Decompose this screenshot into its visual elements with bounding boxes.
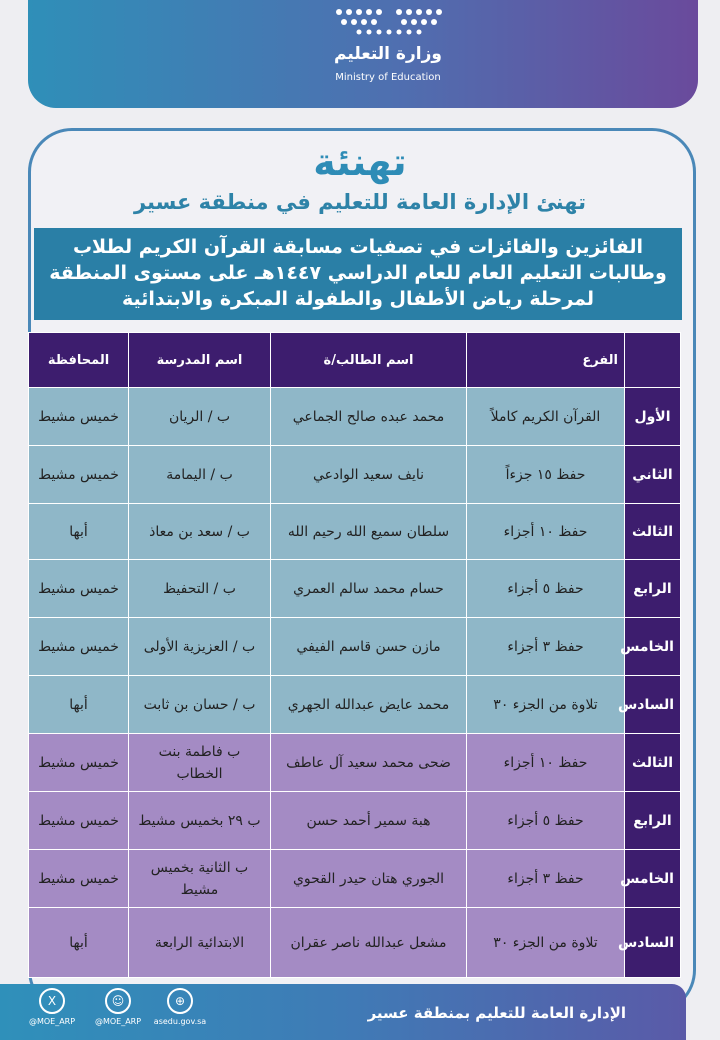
- snapchat-icon: ☺: [105, 988, 131, 1014]
- table-row: [29, 504, 681, 560]
- announcement-banner: الفائزين والفائزات في تصفيات مسابقة القرآن الكريم لطلاب وطالبات التعليم العام للعام الدراسي ١٤٤٧هـ على مستوى المنطقة لمرحلة رياض الأطفال والطفولة المبكرة والابتدائية: [34, 228, 682, 320]
- table-row: [29, 734, 681, 792]
- school-header: اسم المدرسة: [129, 333, 271, 388]
- branch-cell: حفظ ٣ أجزاء: [467, 850, 625, 908]
- ministry-name-arabic: وزارة التعليم: [334, 44, 442, 64]
- x-icon: X: [39, 988, 65, 1014]
- branch-cell: القرآن الكريم كاملاً: [467, 388, 625, 446]
- ministry-name-english: Ministry of Education: [335, 72, 441, 83]
- student-cell: محمد عبده صالح الجماعي: [271, 388, 467, 446]
- table-row: [29, 908, 681, 978]
- governorate-cell: خميس مشيط: [29, 446, 129, 504]
- branch-cell: تلاوة من الجزء ٣٠: [467, 908, 625, 978]
- student-cell: هبة سمير أحمد حسن: [271, 792, 467, 850]
- table-row: [29, 792, 681, 850]
- ministry-logo-icon: [333, 6, 445, 36]
- social-handle: @MOE_ARP: [94, 1017, 142, 1026]
- school-cell: الابتدائية الرابعة: [129, 908, 271, 978]
- web-icon: ⊕: [167, 988, 193, 1014]
- snapchat-social-link[interactable]: [88, 984, 148, 1026]
- student-cell: محمد عايض عبدالله الجهري: [271, 676, 467, 734]
- website-url: asedu.gov.sa: [153, 1017, 207, 1026]
- table-row: [29, 446, 681, 504]
- governorate-cell: أبها: [29, 504, 129, 560]
- school-cell: ب ٢٩ بخميس مشيط: [129, 792, 271, 850]
- table-row: [29, 560, 681, 618]
- winners-table: [28, 332, 681, 978]
- rank-cell: الرابع: [625, 560, 681, 618]
- rank-cell: الثالث: [625, 504, 681, 560]
- governorate-cell: خميس مشيط: [29, 734, 129, 792]
- branch-cell: حفظ ٥ أجزاء: [467, 560, 625, 618]
- header-banner: [28, 0, 698, 108]
- governorate-cell: خميس مشيط: [29, 618, 129, 676]
- governorate-cell: أبها: [29, 908, 129, 978]
- rank-header: [625, 333, 681, 388]
- table-row: [29, 618, 681, 676]
- branch-cell: حفظ ١٠ أجزاء: [467, 504, 625, 560]
- student-cell: ضحى محمد سعيد آل عاطف: [271, 734, 467, 792]
- student-cell: حسام محمد سالم العمري: [271, 560, 467, 618]
- rank-cell: الثالث: [625, 734, 681, 792]
- branch-header: الفرع: [467, 333, 625, 388]
- governorate-cell: خميس مشيط: [29, 850, 129, 908]
- table-row: [29, 388, 681, 446]
- student-header: اسم الطالب/ة: [271, 333, 467, 388]
- rank-cell: السادس: [625, 676, 681, 734]
- school-cell: ب الثانية بخميس مشيط: [129, 850, 271, 908]
- governorate-cell: خميس مشيط: [29, 388, 129, 446]
- rank-cell: الثاني: [625, 446, 681, 504]
- school-cell: ب / التحفيظ: [129, 560, 271, 618]
- rank-cell: السادس: [625, 908, 681, 978]
- website-link[interactable]: [150, 984, 210, 1026]
- branch-cell: تلاوة من الجزء ٣٠: [467, 676, 625, 734]
- school-cell: ب / الريان: [129, 388, 271, 446]
- governorate-header: المحافظة: [29, 333, 129, 388]
- branch-cell: حفظ ١٥ جزءاً: [467, 446, 625, 504]
- social-handle: @MOE_ARP: [28, 1017, 76, 1026]
- student-cell: سلطان سميع الله رحيم الله: [271, 504, 467, 560]
- governorate-cell: أبها: [29, 676, 129, 734]
- student-cell: نايف سعيد الوادعي: [271, 446, 467, 504]
- student-cell: الجوري هتان حيدر القحوي: [271, 850, 467, 908]
- rank-cell: الخامس: [625, 850, 681, 908]
- student-cell: مازن حسن قاسم الفيفي: [271, 618, 467, 676]
- table-row: [29, 676, 681, 734]
- rank-cell: الخامس: [625, 618, 681, 676]
- branch-cell: حفظ ١٠ أجزاء: [467, 734, 625, 792]
- page-title: تهنئة: [313, 140, 407, 184]
- page-subtitle: تهنئ الإدارة العامة للتعليم في منطقة عسير: [133, 190, 586, 214]
- x-social-link[interactable]: [22, 984, 82, 1026]
- school-cell: ب / اليمامة: [129, 446, 271, 504]
- footer-bar: [0, 984, 686, 1040]
- rank-cell: الرابع: [625, 792, 681, 850]
- branch-cell: حفظ ٥ أجزاء: [467, 792, 625, 850]
- school-cell: ب / العزيزية الأولى: [129, 618, 271, 676]
- school-cell: ب / سعد بن معاذ: [129, 504, 271, 560]
- rank-cell: الأول: [625, 388, 681, 446]
- governorate-cell: خميس مشيط: [29, 560, 129, 618]
- student-cell: مشعل عبدالله ناصر عقران: [271, 908, 467, 978]
- footer-text: الإدارة العامة للتعليم بمنطقة عسير: [367, 1004, 626, 1022]
- branch-cell: حفظ ٣ أجزاء: [467, 618, 625, 676]
- table-header-row: [29, 333, 681, 388]
- governorate-cell: خميس مشيط: [29, 792, 129, 850]
- school-cell: ب فاطمة بنت الخطاب: [129, 734, 271, 792]
- table-row: [29, 850, 681, 908]
- school-cell: ب / حسان بن ثابت: [129, 676, 271, 734]
